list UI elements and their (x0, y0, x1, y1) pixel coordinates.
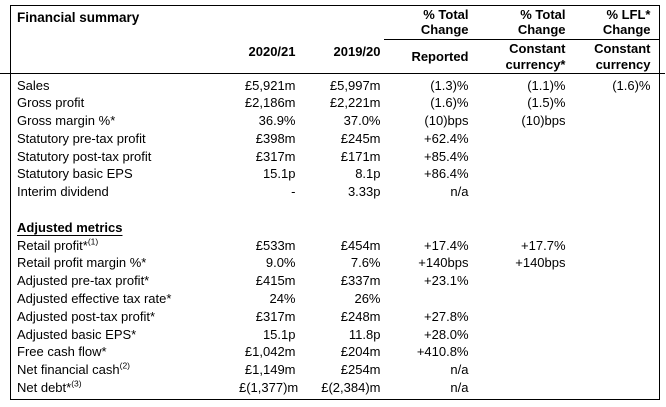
table-row (11, 219, 659, 237)
cell-change-constant-currency: (10)bps (521, 113, 566, 129)
cell-change-constant-currency (477, 326, 574, 344)
financial-summary-table (10, 5, 660, 400)
cell-lfl-change (574, 183, 659, 201)
row-label-text: Adjusted metrics (17, 219, 123, 235)
row-label-sup: (2) (119, 361, 131, 371)
cell-change-constant-currency: (1.1)% (527, 77, 566, 93)
cell-change-reported: +17.4% (424, 237, 469, 253)
cell-lfl-change (574, 254, 659, 272)
cell-2020-21: £1,042m (244, 344, 296, 360)
cell-change-constant-currency (477, 201, 574, 219)
cell-2020-21: 9.0% (265, 255, 296, 271)
cell-2020-21: £398m (255, 130, 296, 146)
table-row (11, 94, 659, 112)
row-label (11, 77, 239, 95)
col-header-total-change-reported: % Total Change (420, 6, 469, 37)
row-label (11, 326, 239, 344)
table-row (11, 77, 659, 95)
cell-lfl-change (574, 112, 659, 130)
table-row (11, 254, 659, 272)
cell-lfl-change (574, 361, 659, 379)
cell-change-reported: +28.0% (424, 326, 469, 342)
cell-2019-20 (304, 219, 389, 237)
cell-change-reported: +410.8% (416, 344, 469, 360)
cell-2020-21: £5,921m (244, 77, 296, 93)
table-row (11, 308, 659, 326)
row-label-text: Adjusted effective tax rate* (17, 291, 172, 307)
cell-change-reported: n/a (450, 380, 469, 396)
table-row (11, 201, 659, 219)
cell-change-constant-currency (477, 343, 574, 361)
row-label-text: Sales (17, 77, 50, 93)
cell-change-reported: n/a (450, 362, 469, 378)
table-row (11, 272, 659, 290)
cell-change-constant-currency: +140bps (515, 255, 566, 271)
table-title: Financial summary (17, 10, 140, 25)
table-row (11, 237, 659, 255)
cell-change-reported: n/a (450, 184, 469, 200)
cell-change-reported: (1.3)% (430, 77, 469, 93)
cell-2020-21: £533m (255, 237, 296, 253)
row-label (11, 94, 239, 112)
cell-lfl-change (574, 237, 659, 255)
row-label-text: Free cash flow* (17, 344, 107, 360)
cell-2020-21: 24% (269, 291, 296, 307)
cell-2019-20: £2,221m (329, 95, 381, 111)
cell-change-reported: (1.6)% (430, 95, 469, 111)
row-label (11, 308, 239, 326)
row-label (11, 183, 239, 201)
table-row (11, 379, 659, 397)
cell-change-reported: +62.4% (424, 130, 469, 146)
row-label (11, 290, 239, 308)
cell-2020-21 (239, 219, 304, 237)
cell-lfl-change (574, 326, 659, 344)
row-label-text: Statutory basic EPS (17, 166, 133, 182)
cell-2019-20: £171m (340, 148, 381, 164)
cell-2019-20: 7.6% (350, 255, 381, 271)
cell-2019-20: £454m (340, 237, 381, 253)
cell-2019-20: 11.8p (348, 326, 381, 342)
row-label (11, 343, 239, 361)
row-label-text: Net financial cash (17, 362, 120, 378)
table-row (11, 130, 659, 148)
cell-2020-21: £(1,377)m (239, 380, 299, 396)
table-row (11, 326, 659, 344)
col-subheader-reported: Reported (411, 49, 469, 64)
cell-change-constant-currency (477, 148, 574, 166)
cell-change-reported: +27.8% (424, 308, 469, 324)
cell-2020-21: £415m (255, 273, 296, 289)
table-row (11, 165, 659, 183)
cell-2019-20: 3.33p (347, 184, 381, 200)
col-header-total-change-constant-currency: % Total Change (517, 6, 566, 37)
col-header-year-2020-21 (239, 36, 304, 68)
cell-change-constant-currency: +17.7% (521, 237, 566, 253)
cell-change-constant-currency: (1.5)% (527, 95, 566, 111)
cell-change-constant-currency (477, 183, 574, 201)
table-row (11, 183, 659, 201)
row-label (11, 148, 239, 166)
cell-2020-21: - (291, 184, 296, 200)
cell-2019-20: £337m (340, 273, 381, 289)
cell-change-constant-currency (477, 290, 574, 308)
cell-2019-20: 8.1p (355, 166, 381, 182)
col-header-year-2019-20 (304, 36, 389, 68)
row-label-text: Retail profit margin %* (17, 255, 147, 271)
cell-2020-21: 36.9% (258, 113, 296, 129)
table-row (11, 290, 659, 308)
cell-2020-21: £2,186m (244, 95, 296, 111)
cell-lfl-change (574, 290, 659, 308)
cell-lfl-change (574, 308, 659, 326)
row-label-text: Interim dividend (17, 184, 109, 200)
cell-2020-21: £317m (255, 308, 296, 324)
cell-2019-20: £245m (340, 130, 381, 146)
table-row (11, 343, 659, 361)
cell-2019-20: 37.0% (343, 113, 381, 129)
cell-lfl-change: (1.6)% (612, 77, 651, 93)
cell-2020-21 (239, 201, 304, 219)
row-label (11, 201, 239, 219)
row-label-text: Statutory post-tax profit (17, 148, 152, 164)
row-label (11, 254, 239, 272)
cell-change-reported: +85.4% (424, 148, 469, 164)
row-label-text: Net debt* (17, 380, 72, 396)
cell-lfl-change (574, 201, 659, 219)
year-label: 2020/21 (248, 44, 296, 60)
row-label (11, 112, 239, 130)
cell-change-constant-currency (477, 130, 574, 148)
cell-2020-21: 15.1p (262, 166, 296, 182)
row-label (11, 165, 239, 183)
cell-change-reported (389, 219, 477, 237)
row-label-text: Adjusted post-tax profit* (17, 308, 156, 324)
col-header-lfl-change: % LFL* Change (602, 6, 651, 37)
cell-lfl-change (574, 94, 659, 112)
cell-lfl-change (574, 165, 659, 183)
cell-2019-20: £248m (340, 308, 381, 324)
cell-2020-21: £1,149m (244, 362, 296, 378)
cell-lfl-change (574, 343, 659, 361)
cell-lfl-change (574, 130, 659, 148)
cell-change-reported (389, 290, 477, 308)
change-columns-underline-rule (384, 39, 659, 41)
cell-lfl-change (574, 379, 659, 397)
cell-change-constant-currency (477, 308, 574, 326)
cell-change-reported: (10)bps (424, 113, 469, 129)
cell-change-reported: +23.1% (424, 273, 469, 289)
cell-change-reported: +86.4% (424, 166, 469, 182)
row-label-sup: (1) (87, 236, 99, 247)
row-label (11, 272, 239, 290)
row-label (11, 379, 239, 397)
header-separator-rule (0, 73, 665, 75)
cell-change-constant-currency (477, 165, 574, 183)
cell-change-reported: +140bps (418, 255, 469, 271)
row-label (11, 219, 239, 237)
row-label-text: Gross profit (17, 95, 85, 111)
cell-lfl-change (574, 272, 659, 290)
row-label-text: Adjusted basic EPS* (17, 326, 137, 342)
row-label-sup: (3) (71, 379, 82, 389)
row-label-text: Gross margin %* (17, 113, 116, 129)
cell-change-constant-currency (477, 272, 574, 290)
row-label-text: Retail profit* (17, 237, 88, 253)
row-label (11, 130, 239, 148)
cell-lfl-change (574, 148, 659, 166)
table-body (11, 77, 659, 397)
cell-change-constant-currency (477, 379, 574, 397)
cell-2020-21: £317m (255, 148, 296, 164)
col-subheader-constant-currency-starred: Constant currency* (505, 41, 566, 72)
cell-change-constant-currency (477, 219, 574, 237)
cell-2019-20: 26% (354, 291, 381, 307)
cell-2019-20: £5,997m (329, 77, 381, 93)
cell-lfl-change (574, 219, 659, 237)
table-row (11, 148, 659, 166)
table-row (11, 361, 659, 379)
cell-2020-21: 15.1p (262, 326, 296, 342)
table-row (11, 112, 659, 130)
row-label-text: Adjusted pre-tax profit* (17, 273, 150, 289)
cell-2019-20: £204m (340, 344, 381, 360)
year-label: 2019/20 (333, 44, 381, 60)
cell-change-reported (389, 201, 477, 219)
cell-2019-20: £254m (340, 362, 381, 378)
cell-2019-20: £(2,384)m (321, 380, 381, 396)
row-label-text: Statutory pre-tax profit (17, 130, 146, 146)
row-label (11, 361, 239, 379)
col-subheader-constant-currency: Constant currency (594, 41, 651, 72)
cell-change-constant-currency (477, 361, 574, 379)
row-label (11, 237, 239, 255)
cell-2019-20 (304, 201, 389, 219)
